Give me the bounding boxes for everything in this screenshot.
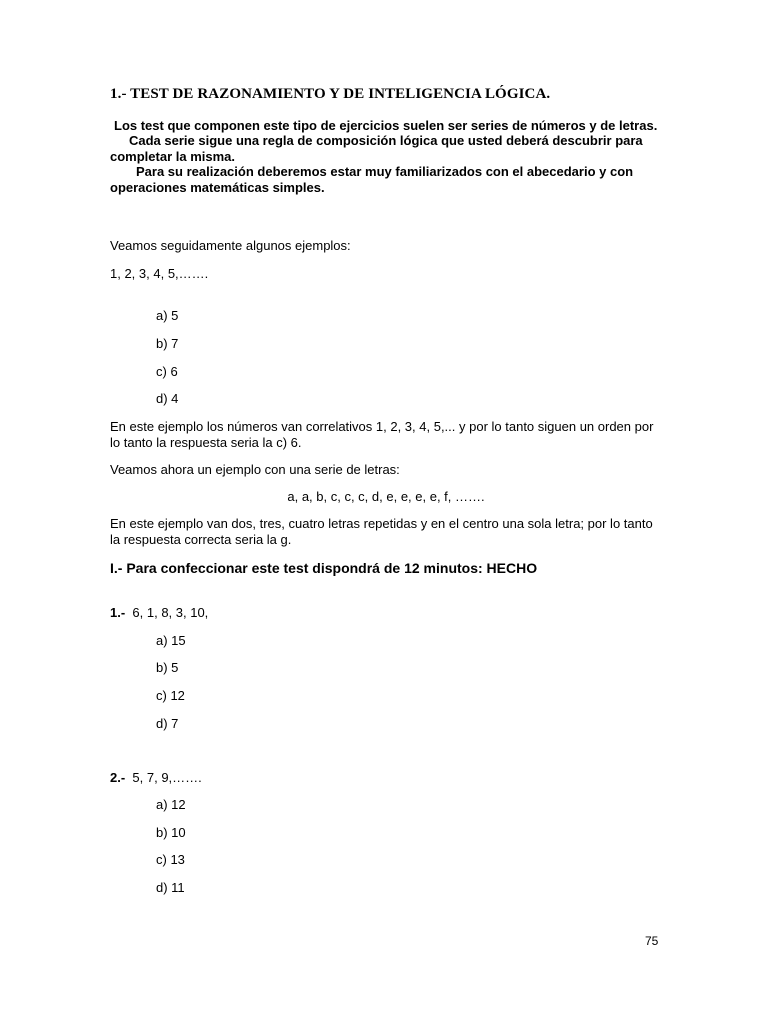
intro-paragraph-1: Los test que componen este tipo de ejercicios suelen ser series de números y de letras. bbox=[114, 118, 658, 133]
example2-series: a, a, b, c, c, c, d, e, e, e, e, f, ……. bbox=[287, 489, 485, 504]
question-2-option-a: a) 12 bbox=[156, 797, 186, 812]
example1-option-a: a) 5 bbox=[156, 308, 179, 323]
question-2-number: 2.- bbox=[110, 770, 126, 785]
question-2-option-b: b) 10 bbox=[156, 825, 186, 840]
question-1-series: 6, 1, 8, 3, 10, bbox=[132, 605, 209, 620]
question-1 bbox=[110, 605, 208, 620]
question-1-option-c: c) 12 bbox=[156, 688, 185, 703]
question-1-option-d: d) 7 bbox=[156, 716, 179, 731]
section-heading: I.- Para confeccionar este test dispondrá de 12 minutos: HECHO bbox=[110, 560, 538, 576]
question-2-series: 5, 7, 9,……. bbox=[132, 770, 202, 785]
question-2 bbox=[110, 770, 202, 785]
example1-option-c: c) 6 bbox=[156, 364, 178, 379]
example2-intro: Veamos ahora un ejemplo con una serie de letras: bbox=[110, 462, 400, 477]
example2-explanation: En este ejemplo van dos, tres, cuatro letras repetidas y en el centro una sola letra; por lo tanto la respuesta correcta seria la g. bbox=[110, 516, 653, 547]
page-title: 1.- TEST DE RAZONAMIENTO Y DE INTELIGENCIA LÓGICA. bbox=[110, 86, 551, 102]
question-1-option-a: a) 15 bbox=[156, 633, 186, 648]
question-1-option-b: b) 5 bbox=[156, 660, 179, 675]
example1-option-b: b) 7 bbox=[156, 336, 179, 351]
intro-block bbox=[110, 118, 662, 195]
intro-paragraph-2: Cada serie sigue una regla de composición lógica que usted deberá descubrir para completar la misma. bbox=[110, 133, 643, 164]
example1-explanation: En este ejemplo los números van correlativos 1, 2, 3, 4, 5,... y por lo tanto siguen un orden por lo tanto la respuesta seria la c) 6. bbox=[110, 419, 654, 450]
example1-series: 1, 2, 3, 4, 5,……. bbox=[110, 266, 209, 281]
question-2-option-d: d) 11 bbox=[156, 880, 185, 895]
question-1-number: 1.- bbox=[110, 605, 126, 620]
question-2-option-c: c) 13 bbox=[156, 852, 185, 867]
intro-paragraph-3: Para su realización deberemos estar muy familiarizados con el abecedario y con operaciones matemáticas simples. bbox=[110, 164, 634, 195]
page-number: 75 bbox=[645, 934, 659, 948]
example1-option-d: d) 4 bbox=[156, 391, 179, 406]
examples-intro: Veamos seguidamente algunos ejemplos: bbox=[110, 238, 351, 253]
